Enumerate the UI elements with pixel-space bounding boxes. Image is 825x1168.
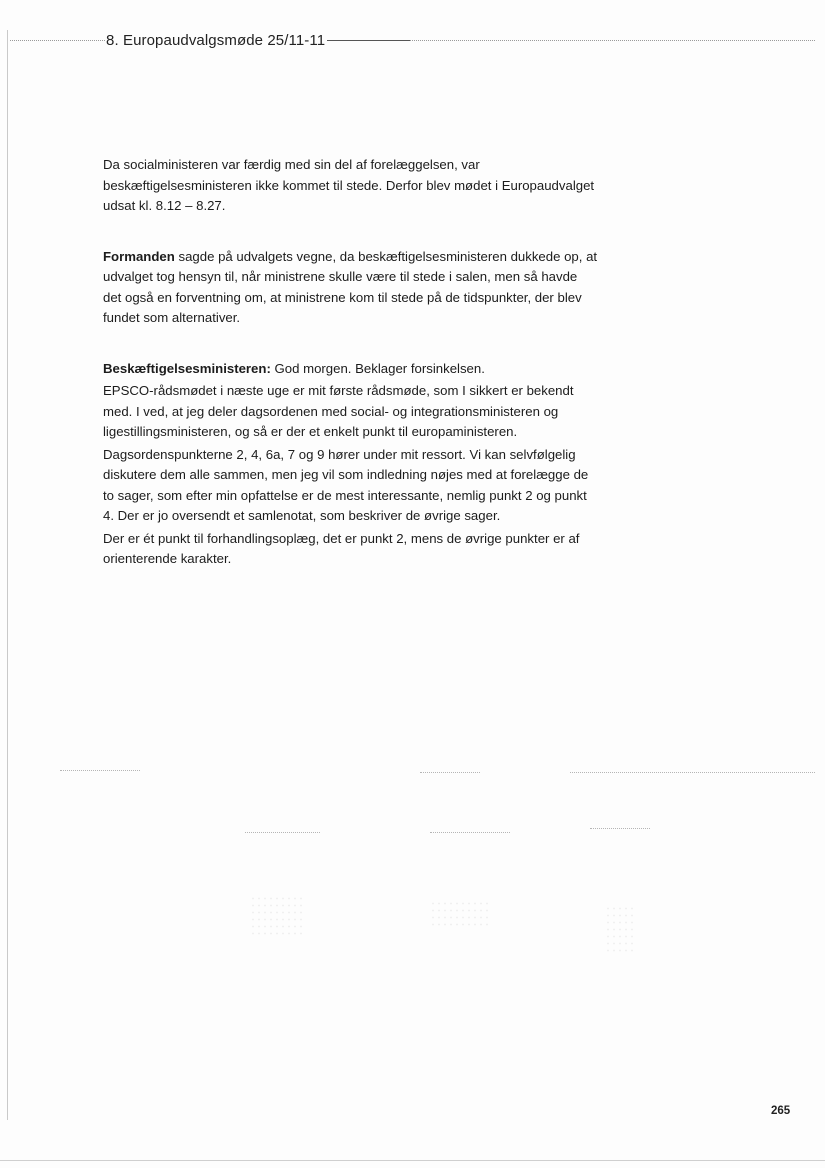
paragraph-text: Dagsordenspunkterne 2, 4, 6a, 7 og 9 hører under mit ressort. Vi kan selvfølgelig diskutere dem alle sammen, men jeg vil som indledning nøjes med at forelægge de to sager, som efter min opfattelse er de mest interessante, nemlig punkt 2 og punkt 4. Der er jo oversendt et samlenotat, som beskriver de øvrige sager. (103, 446, 589, 523)
scan-artifact-line (420, 772, 480, 773)
scan-speckle (605, 905, 635, 955)
paragraph-adjournment (103, 155, 598, 217)
scan-artifact-line (570, 772, 815, 773)
paragraph-text: Da socialministeren var færdig med sin del af forelæggelsen, var beskæftigelsesministeren ikke kommet til stede. Derfor blev mødet i Europaudvalget udsat kl. 8.12 – 8.27. (103, 157, 595, 213)
paragraph-spacer (103, 329, 598, 359)
paragraph-text: EPSCO-rådsmødet i næste uge er mit første rådsmøde, som I sikkert er bekendt med. I ved, at jeg deler dagsordenen med social- og integrationsministeren og ligestillingsministeren, og så er der et enkelt punkt til europaministeren. (103, 383, 574, 439)
paragraph-text: Der er ét punkt til forhandlingsoplæg, det er punkt 2, mens de øvrige punkter er af orienterende karakter. (103, 530, 580, 566)
scan-artifact-line (245, 832, 320, 833)
header-rule-left (10, 40, 105, 41)
speaker-name: Formanden (103, 248, 175, 264)
page-header-title: 8. Europaudvalgsmøde 25/11-11 (106, 32, 326, 49)
scan-edge-bottom (0, 1160, 825, 1161)
paragraph-negotiation-mandate (103, 529, 598, 570)
paragraph-epsco (103, 381, 598, 443)
scan-edge-left (7, 30, 8, 1120)
paragraph-spacer (103, 217, 598, 247)
scan-speckle (430, 900, 490, 930)
paragraph-minister-greeting (103, 359, 598, 380)
paragraph-text: God morgen. Beklager forsinkelsen. (270, 360, 485, 376)
document-body (103, 155, 598, 570)
paragraph-chairman (103, 247, 598, 329)
paragraph-text: sagde på udvalgets vegne, da beskæftigelsesministeren dukkede op, at udvalget tog hensyn til, når ministrene skulle være til stede i salen, men så havde det også en forventning om, at ministrene kom til stede på de tidspunkter, der blev fundet som alternativer. (103, 248, 598, 325)
scan-artifact-line (60, 770, 140, 771)
scan-speckle (250, 895, 305, 935)
header-rule-right (410, 40, 815, 41)
paragraph-agenda-items (103, 445, 598, 527)
scan-artifact-line (590, 828, 650, 829)
scan-artifact-line (430, 832, 510, 833)
page-number: 265 (771, 1105, 791, 1117)
speaker-name: Beskæftigelsesministeren: (103, 360, 271, 376)
